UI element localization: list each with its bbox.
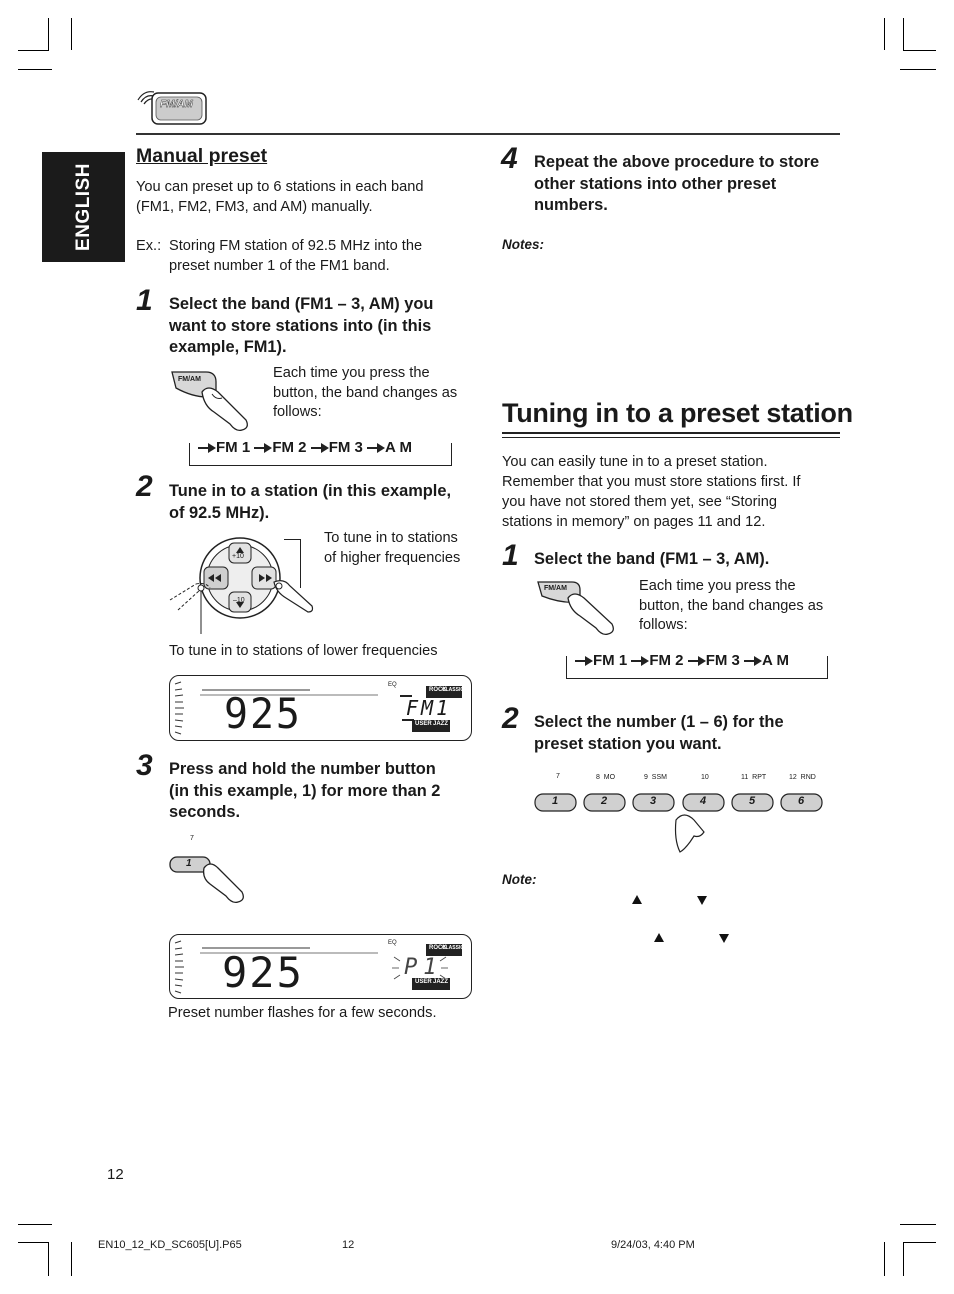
lcd-rock: ROCK (429, 945, 447, 951)
lcd-display-preset (169, 934, 472, 999)
band-sequence (189, 439, 452, 466)
lcd-band: FM1 (406, 696, 452, 720)
band-am: A M (762, 652, 789, 669)
crop-mark (903, 50, 936, 51)
lcd-user: USER (415, 721, 432, 727)
preset-buttons-row (534, 770, 830, 856)
crop-mark (48, 18, 49, 50)
fm-am-button-label: FM/AM (544, 585, 567, 592)
fm-am-button-label: FM/AM (178, 376, 201, 383)
footer-filename: EN10_12_KD_SC605[U].P65 (98, 1239, 242, 1251)
header-rule (136, 133, 840, 135)
down-arrow-icon (719, 934, 729, 943)
step-number: 4 (501, 142, 518, 175)
preset-small-label: 11 RPT (741, 774, 767, 781)
lcd-preset-number: P1 (404, 955, 443, 980)
band-fm2: FM 2 (272, 439, 307, 456)
lcd-eq: EQ (388, 682, 397, 688)
band-sequence (566, 652, 828, 679)
lcd-user: USER (415, 979, 432, 985)
lcd-classic: CLASSIC (442, 945, 464, 951)
preset-button-4: 4 (700, 795, 707, 807)
manual-preset-intro: You can preset up to 6 stations in each band (FM1, FM2, FM3, and AM) manually. (136, 179, 424, 215)
preset-small-label: 7 (556, 773, 560, 780)
lower-frequencies-caption: To tune in to stations of lower frequencies (169, 643, 438, 659)
footer-date: 9/24/03, 4:40 PM (611, 1239, 695, 1251)
step-text: Select the band (FM1 – 3, AM) you want to store stations into (in this example, FM1). (169, 295, 434, 356)
footer-page: 12 (342, 1239, 355, 1251)
step-text: Select the band (FM1 – 3, AM). (534, 550, 770, 568)
step-number: 2 (136, 470, 153, 503)
crop-mark (900, 1224, 936, 1225)
crop-mark (71, 18, 72, 50)
step-text: Press and hold the number button (in this example, 1) for more than 2 seconds. (169, 760, 441, 821)
higher-frequencies-caption: To tune in to stations of higher frequencies (324, 530, 461, 566)
tuning-intro: You can easily tune in to a preset station. Remember that you must store stations first. If you have not stored them yet, see “Storing stations in memory” on pages 11 and 12. (502, 454, 801, 530)
minus-ten-label: –10 (233, 597, 245, 604)
higher-freq-leader (284, 539, 301, 588)
lcd-frequency: 925 (222, 948, 304, 997)
notes-label: Notes: (502, 237, 545, 252)
band-fm1: FM 1 (593, 652, 628, 669)
language-tab (42, 152, 125, 262)
step-number: 1 (502, 539, 519, 572)
preset-small-label: 8 MO (596, 774, 616, 781)
preset-button-5: 5 (749, 795, 756, 807)
title-double-rule (502, 432, 840, 438)
lcd-jazz: JAZZ (433, 979, 448, 985)
page-number: 12 (107, 1166, 124, 1183)
crop-mark (71, 1242, 72, 1276)
band-fm3: FM 3 (705, 652, 740, 669)
lcd-jazz: JAZZ (433, 721, 448, 727)
fm-am-header-icon (136, 88, 208, 126)
band-change-caption: Each time you press the button, the band changes as follows: (639, 578, 824, 633)
preset-flash-caption: Preset number flashes for a few seconds. (168, 1005, 437, 1021)
preset-small-label: 12 RND (789, 774, 816, 781)
step-text: Repeat the above procedure to store other stations into other preset numbers. (534, 153, 820, 214)
crop-mark (884, 1242, 885, 1276)
step-text: Select the number (1 – 6) for the preset station you want. (534, 713, 784, 753)
band-change-caption: Each time you press the button, the band changes as follows: (273, 365, 458, 420)
preset-small-label: 10 (701, 774, 709, 781)
up-arrow-icon (632, 895, 642, 904)
step-text: Tune in to a station (in this example, of 92.5 MHz). (169, 482, 452, 522)
crop-mark (903, 1242, 936, 1243)
fm-am-button-illustration (536, 578, 622, 638)
lcd-frequency: 925 (224, 689, 302, 738)
down-arrow-icon (697, 896, 707, 905)
crop-mark (18, 1224, 52, 1225)
crop-mark (903, 18, 904, 50)
plus-ten-label: +10 (232, 553, 244, 560)
step-number: 3 (136, 749, 153, 782)
crop-mark (48, 1242, 49, 1276)
band-am: A M (385, 439, 412, 456)
preset-small-label: 9 SSM (644, 774, 667, 781)
lcd-classic: CLASSIC (442, 687, 464, 693)
preset-button-3: 3 (650, 795, 657, 807)
preset-button-1-label: 1 (186, 858, 192, 869)
step-number: 1 (136, 284, 153, 317)
note-label: Note: (502, 872, 537, 887)
fm-am-button-illustration (168, 366, 254, 442)
example-prefix: Ex.: (136, 238, 162, 254)
language-label: ENGLISH (72, 163, 94, 251)
section-title-manual-preset: Manual preset (136, 145, 268, 167)
preset-button-1: 1 (552, 795, 559, 807)
preset-button-1-illustration (168, 852, 248, 908)
up-arrow-icon (654, 933, 664, 942)
section-title-tuning-preset: Tuning in to a preset station (502, 398, 853, 428)
band-fm2: FM 2 (649, 652, 684, 669)
crop-mark (900, 69, 936, 70)
step-number: 2 (502, 702, 519, 735)
fm-am-header-label: FM/AM (160, 99, 193, 110)
crop-mark (18, 50, 49, 51)
crop-mark (18, 1242, 49, 1243)
example-text: Storing FM station of 92.5 MHz into the preset number 1 of the FM1 band. (169, 238, 423, 274)
crop-mark (884, 18, 885, 50)
crop-mark (903, 1242, 904, 1276)
preset-button-6: 6 (798, 795, 805, 807)
button-small-label: 7 (190, 835, 194, 842)
band-fm3: FM 3 (328, 439, 363, 456)
lcd-eq: EQ (388, 940, 397, 946)
lcd-rock: ROCK (429, 687, 447, 693)
crop-mark (18, 69, 52, 70)
lcd-display-fm1 (169, 675, 472, 741)
band-fm1: FM 1 (216, 439, 251, 456)
preset-button-2: 2 (601, 795, 608, 807)
